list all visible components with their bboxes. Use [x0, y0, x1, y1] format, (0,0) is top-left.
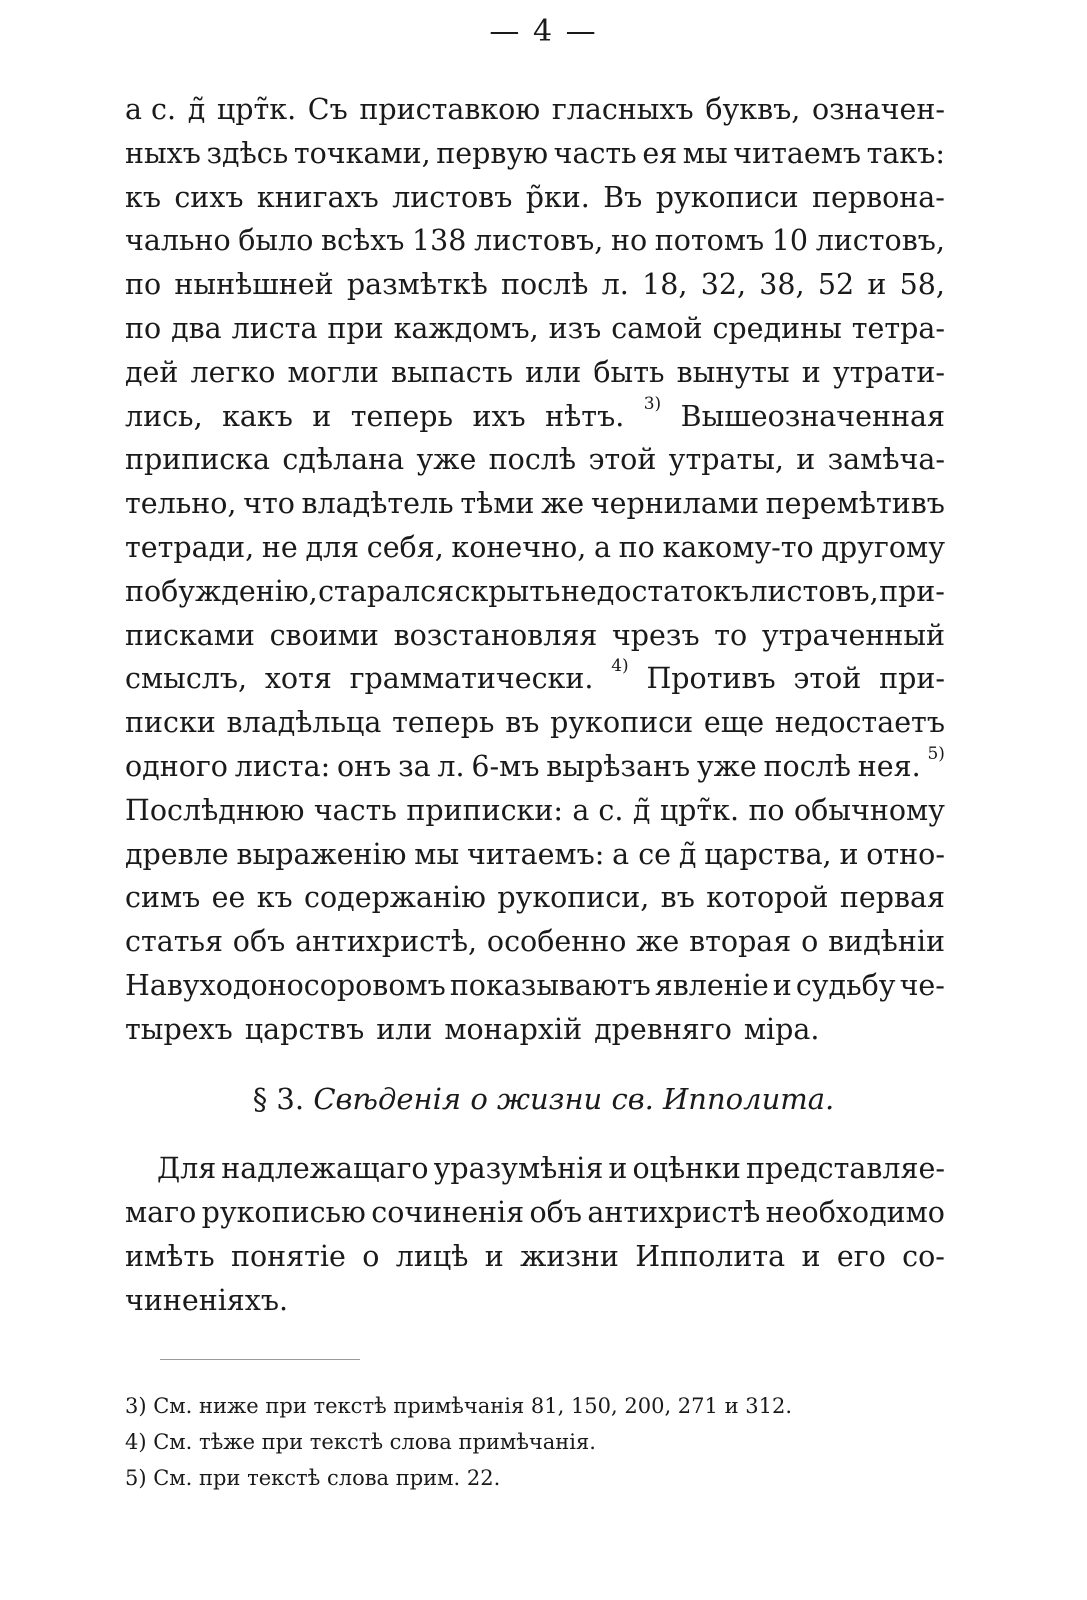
- word: его: [836, 1240, 886, 1273]
- word: д̃: [632, 793, 651, 827]
- text-line: [125, 263, 945, 307]
- word: приставкою: [359, 93, 541, 126]
- word: владѣтель: [301, 487, 454, 521]
- word: д̃: [187, 93, 206, 126]
- word: при-: [879, 662, 945, 696]
- word: гласныхъ: [551, 93, 694, 126]
- word: замѣча-: [827, 443, 945, 477]
- word: чрезъ: [611, 618, 700, 652]
- word: изъ: [548, 311, 602, 345]
- word: мы: [414, 837, 460, 871]
- word: сдѣлана: [282, 443, 405, 477]
- word: отно-: [866, 837, 945, 871]
- word: тетра-: [851, 311, 945, 345]
- word: мы: [682, 136, 728, 170]
- text-line: [125, 307, 945, 351]
- word: читаемъ: [733, 136, 862, 170]
- word: тельно,: [125, 487, 237, 521]
- word: д̃: [678, 837, 697, 871]
- word: чально: [125, 224, 231, 258]
- word: Противъ: [646, 662, 776, 696]
- word: грамматически.: [349, 662, 594, 696]
- word: понятіе: [231, 1240, 346, 1273]
- text-line: [125, 833, 945, 877]
- word: возстановляя: [393, 618, 598, 652]
- word: Въ: [603, 180, 643, 214]
- paragraph-1: [125, 88, 945, 1052]
- word: монархій: [444, 1012, 583, 1046]
- footnote-5: 5) См. при текстѣ слова прим. 22.: [125, 1466, 501, 1490]
- section-title: Свѣденія о жизни св. Ипполита.: [313, 1082, 835, 1116]
- word: этой: [793, 662, 862, 696]
- text-line: [125, 132, 945, 176]
- footnote-ref: 3): [643, 393, 662, 414]
- word: побужденію,: [125, 574, 318, 608]
- word: а: [593, 530, 611, 564]
- word: за: [398, 749, 431, 783]
- word: надлежащаго: [221, 1152, 429, 1185]
- word: вторая: [689, 925, 792, 959]
- word: книгахъ: [256, 180, 379, 214]
- word: чернилами: [590, 487, 760, 521]
- word: онъ: [336, 749, 392, 783]
- word: писки: [125, 706, 216, 740]
- word: уразумѣнія: [433, 1152, 604, 1185]
- word: 58,: [899, 268, 945, 302]
- word: приписка: [125, 443, 270, 477]
- word: въ: [660, 881, 695, 915]
- word: какому-то: [662, 530, 814, 564]
- word: Для: [157, 1152, 217, 1185]
- word: и: [867, 268, 887, 302]
- word: антихристѣ,: [295, 925, 478, 959]
- word: недостаетъ: [774, 706, 945, 740]
- word: такъ:: [866, 136, 945, 170]
- word: ея: [642, 136, 678, 170]
- word: къ: [256, 881, 293, 915]
- word: л.: [601, 268, 629, 302]
- footnote-4: 4) См. тѣже при текстѣ слова примѣчанія.: [125, 1430, 596, 1454]
- word: означен-: [811, 93, 945, 126]
- word: обычному: [794, 793, 945, 827]
- word: Ипполита: [635, 1240, 786, 1273]
- section-heading: [0, 1082, 1087, 1116]
- word: здѣсь: [206, 136, 289, 170]
- word: рукописью: [201, 1196, 366, 1229]
- word: вынуты: [676, 355, 790, 389]
- text-line: [125, 789, 945, 833]
- word: послѣ: [488, 443, 577, 477]
- word: потомъ: [654, 224, 765, 258]
- word: видѣніи: [828, 925, 945, 959]
- word: этой: [588, 443, 657, 477]
- word: о: [362, 1240, 380, 1273]
- word: 138: [412, 224, 467, 258]
- word: Съ: [307, 93, 348, 126]
- word: не: [261, 530, 298, 564]
- word: ее: [211, 881, 246, 915]
- word: средины: [712, 311, 842, 345]
- word: при-: [879, 574, 945, 608]
- word: судьбу: [795, 968, 896, 1002]
- section-number: § 3.: [252, 1082, 305, 1116]
- word: но: [610, 224, 648, 258]
- word: одного: [125, 749, 228, 783]
- word: къ: [125, 180, 161, 214]
- word: р̃ки.: [525, 180, 590, 214]
- text-line: [125, 570, 945, 614]
- word: міра.: [743, 1012, 820, 1046]
- word: было: [238, 224, 314, 258]
- word: 18,: [642, 268, 688, 302]
- word: при: [327, 311, 384, 345]
- word: въ: [505, 706, 540, 740]
- word: оцѣнки: [632, 1152, 741, 1185]
- word: црт̃к.: [216, 93, 297, 126]
- word: скрыть: [454, 574, 561, 608]
- text-line: [125, 920, 945, 964]
- word: жизни: [520, 1240, 619, 1273]
- word: объ: [232, 925, 286, 959]
- word: статья: [125, 925, 223, 959]
- word: которой: [706, 881, 829, 915]
- word: же: [541, 487, 585, 521]
- footnotes: [125, 1388, 945, 1496]
- word: самой: [611, 311, 703, 345]
- word: вырѣзанъ: [546, 749, 691, 783]
- word: рукописи,: [497, 881, 650, 915]
- text-line: [125, 964, 945, 1008]
- text-line: [125, 657, 945, 701]
- word: то: [714, 618, 748, 652]
- word: первую: [436, 136, 549, 170]
- word: теперь: [392, 706, 495, 740]
- word: еще: [703, 706, 765, 740]
- word: лись,: [125, 399, 203, 433]
- word: всѣхъ: [321, 224, 405, 258]
- word: или: [525, 355, 582, 389]
- word: точками,: [293, 136, 431, 170]
- word: сочиненія: [371, 1196, 525, 1229]
- word: тырехъ: [125, 1012, 233, 1046]
- text-line: [125, 701, 945, 745]
- word: по: [125, 311, 162, 345]
- word: два: [171, 311, 222, 345]
- footnote-divider: [160, 1359, 360, 1360]
- text-line: [125, 876, 945, 920]
- footnote-ref: 4): [611, 656, 629, 677]
- word: а с.: [125, 93, 177, 126]
- word: 10: [771, 224, 809, 258]
- footnote-3: 3) См. ниже при текстѣ примѣчанія 81, 150, 200, 271 и 312.: [125, 1394, 792, 1418]
- word: лицѣ: [395, 1240, 469, 1273]
- text-line: [125, 1147, 945, 1191]
- word: и: [484, 1240, 504, 1273]
- word: смыслъ,: [125, 662, 248, 696]
- word: показываютъ: [449, 968, 651, 1002]
- word: нѣтъ.: [545, 399, 625, 433]
- word: необходимо: [765, 1196, 945, 1229]
- word: и: [801, 1240, 821, 1273]
- text-line: [125, 745, 945, 789]
- word: древняго: [594, 1012, 732, 1046]
- word: 52: [817, 268, 855, 302]
- footnote-ref: 5): [927, 743, 945, 764]
- word: дей: [125, 355, 179, 389]
- word: сихъ: [174, 180, 244, 214]
- word: что: [243, 487, 295, 521]
- word: и: [801, 355, 821, 389]
- word: размѣткѣ: [346, 268, 488, 302]
- word: конечно,: [451, 530, 587, 564]
- word: че-: [899, 968, 945, 1002]
- word: представляе-: [745, 1152, 945, 1185]
- word: нея.: [857, 749, 921, 783]
- word: по: [618, 530, 655, 564]
- word: особенно: [486, 925, 627, 959]
- word: могли: [287, 355, 379, 389]
- word: црт̃к.: [659, 793, 740, 827]
- word: листа:: [234, 749, 331, 783]
- text-line: [125, 351, 945, 395]
- text-line: [125, 395, 945, 439]
- word: старался: [318, 574, 455, 608]
- word: себя,: [366, 530, 444, 564]
- word: тѣми: [460, 487, 535, 521]
- word: тетради,: [125, 530, 255, 564]
- word: перемѣтивъ: [765, 487, 945, 521]
- word: 6-мъ: [471, 749, 540, 783]
- word: и: [312, 399, 332, 433]
- word: послѣ: [501, 268, 589, 302]
- word: 32,: [700, 268, 747, 302]
- word: и: [839, 837, 859, 871]
- word: объ: [529, 1196, 582, 1229]
- word: первая: [839, 881, 945, 915]
- word: владѣльца: [226, 706, 382, 740]
- word: симъ: [125, 881, 201, 915]
- text-line: [125, 176, 945, 220]
- word: маго: [125, 1196, 197, 1229]
- page-number: — 4 —: [489, 14, 598, 49]
- word: листовъ,: [474, 224, 604, 258]
- word: быть: [593, 355, 665, 389]
- word: своими: [269, 618, 379, 652]
- word: каждомъ,: [393, 311, 539, 345]
- text-line: [125, 219, 945, 263]
- word: древле: [125, 837, 229, 871]
- word: ихъ: [472, 399, 526, 433]
- text-line: [125, 1279, 945, 1323]
- word: послѣ: [763, 749, 851, 783]
- text-line: [125, 1235, 945, 1279]
- word: а се: [612, 837, 672, 871]
- text-line: [125, 438, 945, 482]
- text-line: [125, 482, 945, 526]
- text-line: [125, 1191, 945, 1235]
- word: другому: [821, 530, 945, 564]
- word: хотя: [264, 662, 332, 696]
- word: часть: [553, 136, 637, 170]
- paragraph-2: [125, 1147, 945, 1323]
- word: по: [748, 793, 785, 827]
- word: чиненіяхъ.: [125, 1284, 289, 1317]
- word: о: [801, 925, 819, 959]
- word: листа: [231, 311, 318, 345]
- word: теперь: [350, 399, 454, 433]
- text-line: [125, 614, 945, 658]
- word: рукописи: [655, 180, 799, 214]
- word: со-: [902, 1240, 945, 1273]
- text-line: [125, 1008, 945, 1052]
- text-line: [125, 88, 945, 132]
- word: нынѣшней: [174, 268, 334, 302]
- word: утраты,: [668, 443, 784, 477]
- word: Вышеозначенная: [680, 399, 945, 433]
- word: царства,: [704, 837, 832, 871]
- word: содержанію: [304, 881, 486, 915]
- word: 38,: [759, 268, 805, 302]
- word: ныхъ: [125, 136, 201, 170]
- word: Послѣднюю: [125, 793, 305, 827]
- word: л.: [437, 749, 465, 783]
- word: первона-: [812, 180, 945, 214]
- word: листовъ,: [815, 224, 945, 258]
- word: рукописи: [550, 706, 694, 740]
- word: уже: [696, 749, 757, 783]
- word: по: [125, 268, 162, 302]
- word: а с.: [572, 793, 624, 827]
- word: писками: [125, 618, 255, 652]
- word: часть: [313, 793, 397, 827]
- word: приписки:: [406, 793, 563, 827]
- word: какъ: [222, 399, 293, 433]
- word: утрати-: [832, 355, 945, 389]
- word: листовъ: [392, 180, 513, 214]
- word: легко: [190, 355, 276, 389]
- word: Навуходоносоровомъ: [125, 968, 446, 1002]
- word: утраченный: [761, 618, 945, 652]
- text-line: [125, 526, 945, 570]
- word: явленіе: [654, 968, 769, 1002]
- word: или: [376, 1012, 433, 1046]
- word: царствъ: [244, 1012, 365, 1046]
- word: читаемъ:: [466, 837, 605, 871]
- word: антихристѣ: [587, 1196, 761, 1229]
- word: листовъ,: [749, 574, 879, 608]
- word: имѣть: [125, 1240, 215, 1273]
- word: и: [608, 1152, 628, 1185]
- word: и: [796, 443, 816, 477]
- word: выпасть: [391, 355, 513, 389]
- word: выраженію: [236, 837, 407, 871]
- word: недостатокъ: [560, 574, 750, 608]
- word: же: [636, 925, 680, 959]
- word: уже: [416, 443, 477, 477]
- word: для: [305, 530, 360, 564]
- word: буквъ,: [705, 93, 801, 126]
- word: и: [772, 968, 792, 1002]
